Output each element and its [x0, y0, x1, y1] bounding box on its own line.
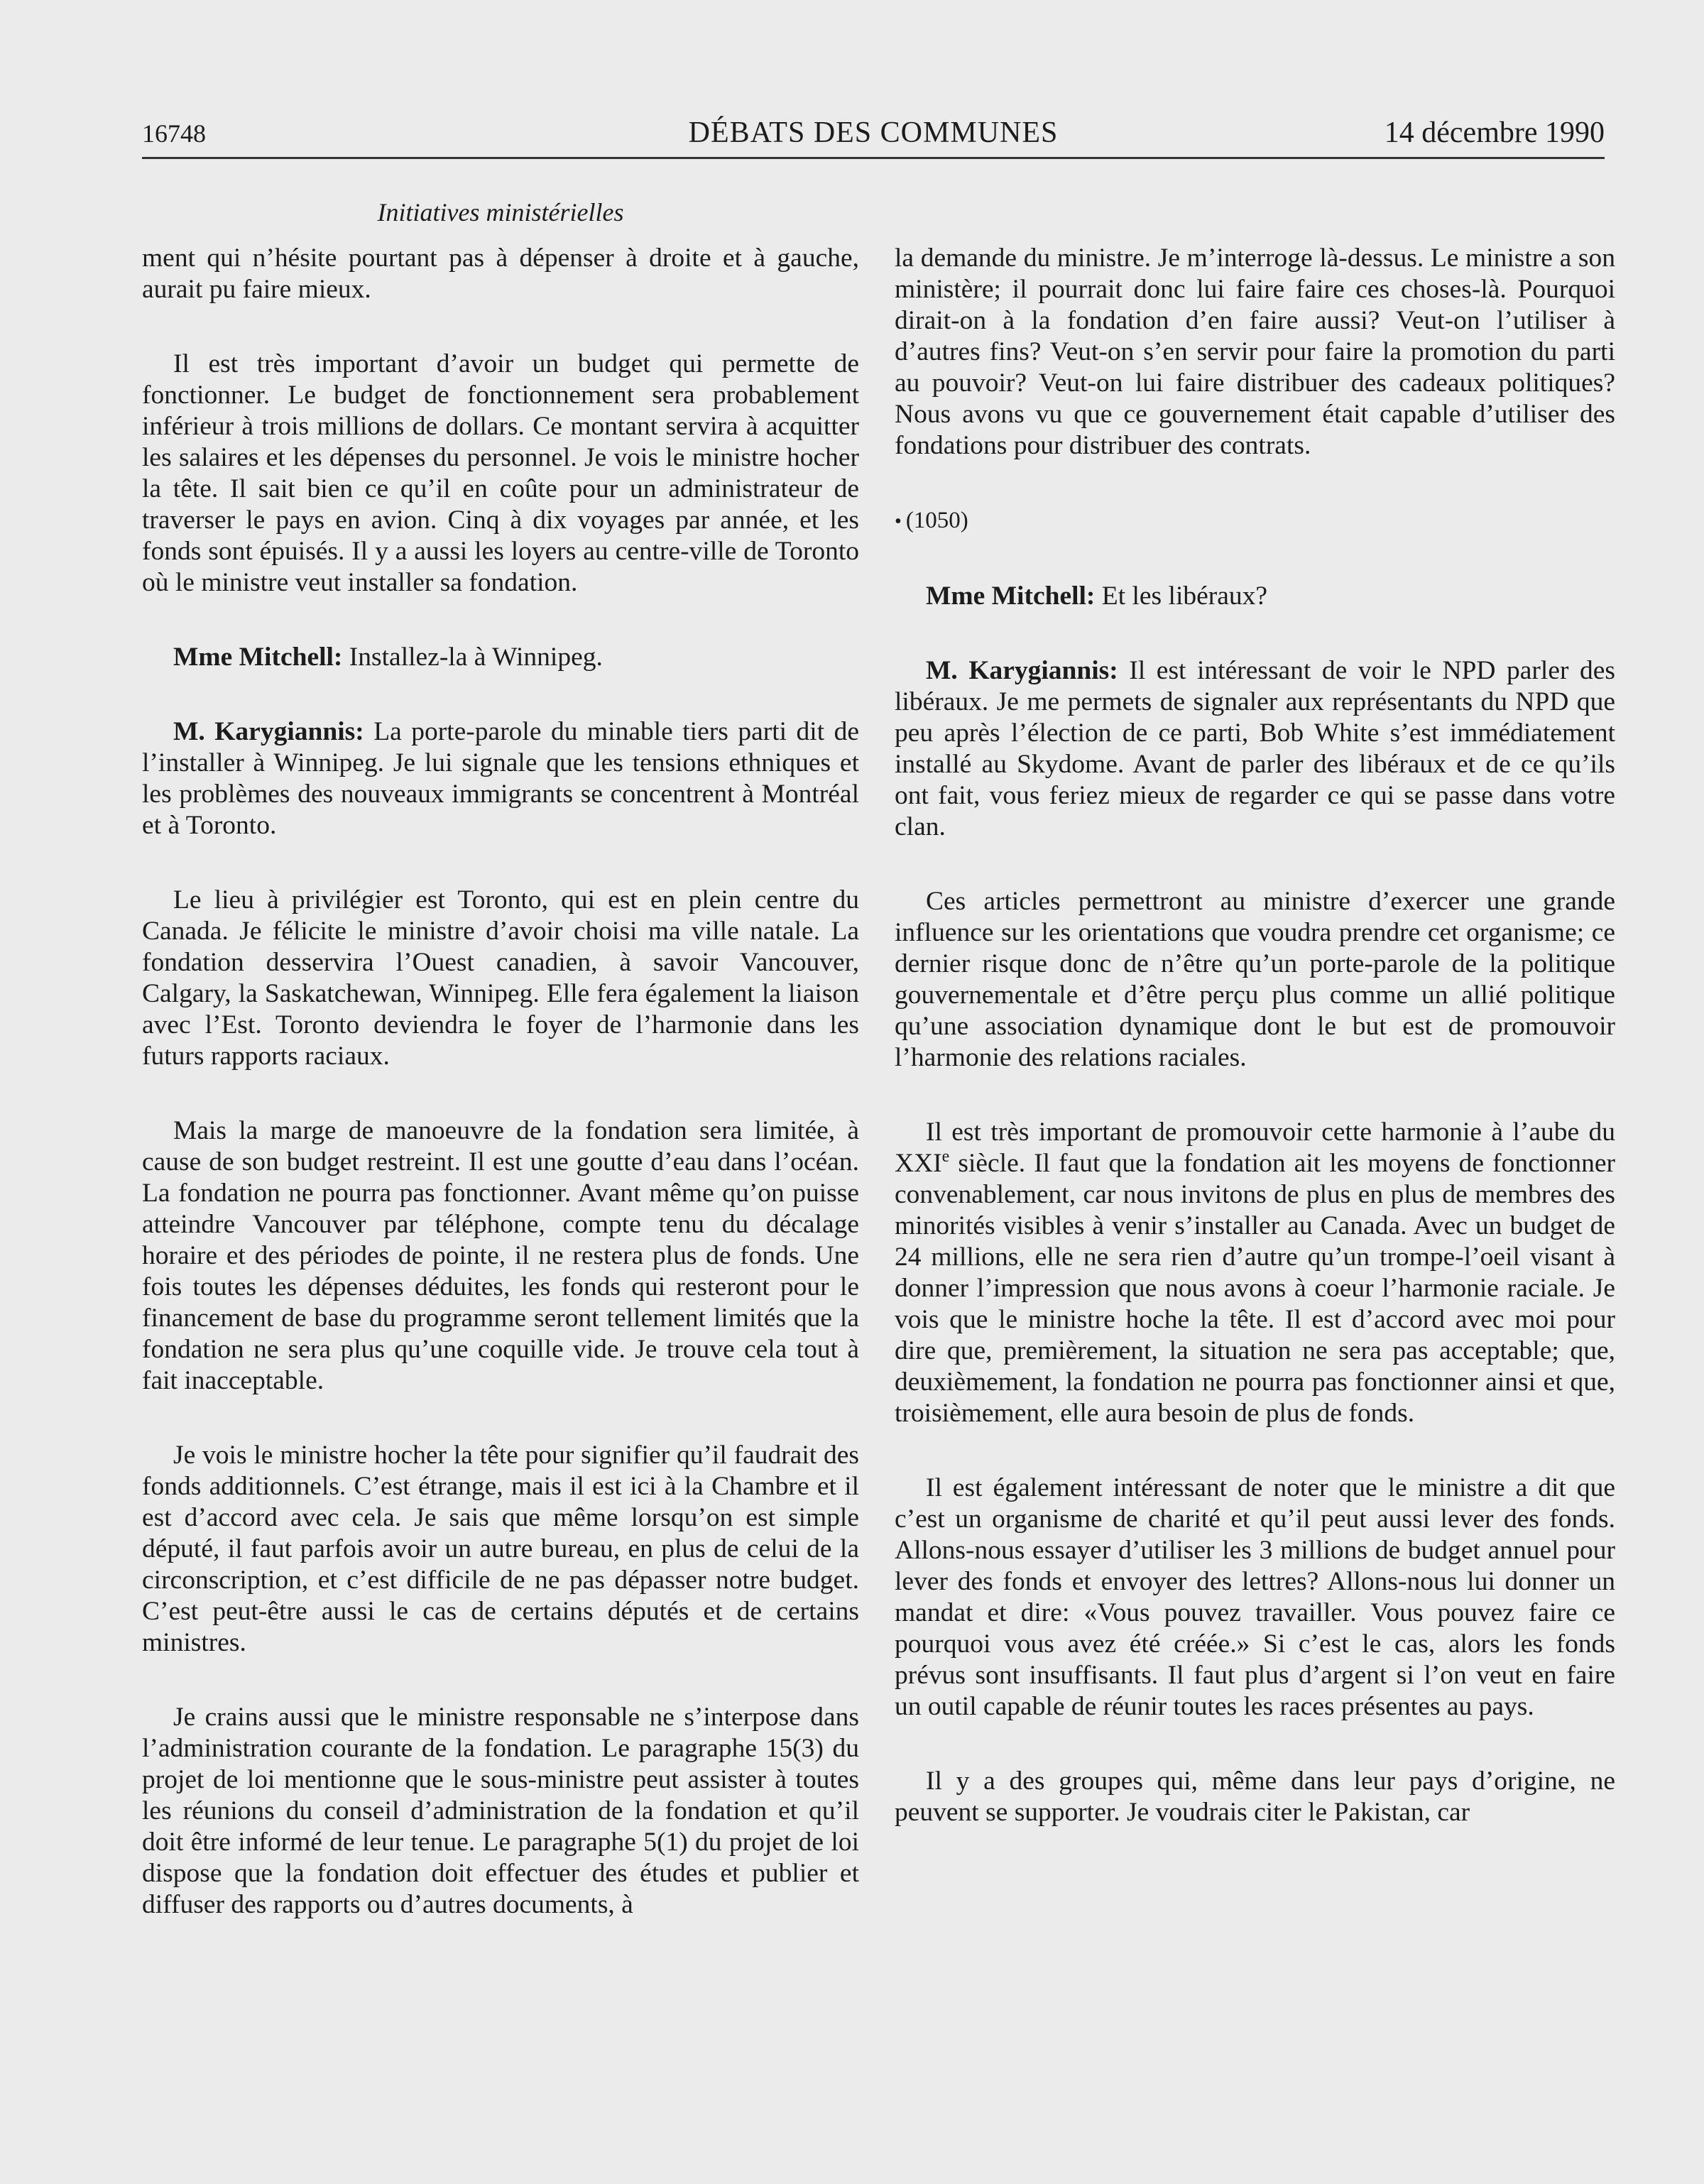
paragraph: la demande du ministre. Je m’interroge là-dessus. Le ministre a son ministère; il pourrait donc lui faire faire ces choses-là. Pourquoi dirait-on à la fondation d’en faire aussi? Veut-on l’utiliser à d’autres fins? Veut-on s’en servir pour faire la promotion du parti au pouvoir? Veut-on lui faire distribuer des cadeaux politiques? Nous avons vu que ce gouvernement était capable d’utiliser des fondations pour distribuer des contrats. [895, 244, 1615, 460]
paragraph: Je vois le ministre hocher la tête pour signifier qu’il faudrait des fonds additionnels. C’est étrange, mais il est ici à la Chambre et il est d’accord avec cela. Je sais que même lorsqu’on est simple député, il faut parfois avoir un autre bureau, en plus de celui de la circonscription, et c’est difficile de ne pas dépasser notre budget. C’est peut-être aussi le cas de certains députés et de certains ministres. [142, 1441, 859, 1657]
paragraph: Il est très important d’avoir un budget qui permette de fonctionner. Le budget de fonctionnement sera probablement inférieur à trois millions de dollars. Ce montant servira à acquitter les salaires et les dépenses du personnel. Je vois le ministre hocher la tête. Il sait bien ce qu’il en coûte pour un administrateur de traverser le pays en avion. Cinq à dix voyages par année, et les fonds sont épuisés. Il y a aussi les loyers au centre-ville de Toronto où le ministre veut installer sa fondation. [142, 349, 859, 597]
speech-paragraph [895, 655, 1615, 843]
paragraph: Je crains aussi que le ministre responsable ne s’interpose dans l’administration courante de la fondation. Le paragraphe 15(3) du projet de loi mentionne que le sous-ministre peut assister à toutes les réunions du conseil d’administration de la fondation et qu’il doit être informé de leur tenue. Le paragraphe 5(1) du projet de loi dispose que la fondation doit effectuer des études et publier et diffuser des rapports ou d’autres documents, à [142, 1703, 859, 1919]
page-number: 16748 [142, 119, 206, 148]
time-label: (1050) [905, 508, 968, 533]
right-column [895, 243, 1615, 1872]
text-fragment: siècle. Il faut que la fondation ait les moyens de fonctionner convenablement, car nous invitons de plus en plus de membres des minorités visibles à venir s’installer au Canada. Avec un budget de 24 millions, elle ne sera rien d’autre qu’un trompe-l’oeil visant à donner l’impression que nous avons à coeur l’harmonie raciale. Je vois que le ministre hoche la tête. Il est d’accord avec moi pour dire que, premièrement, la situation ne sera pas acceptable; que, deuxièmement, la fondation ne pourra pas fonctionner ainsi et que, troisièmement, elle aura besoin de plus de fonds. [895, 1149, 1615, 1428]
speaker-name: Mme Mitchell: [173, 643, 343, 672]
page-header [142, 116, 1605, 159]
speech-text: Et les libéraux? [1095, 582, 1268, 611]
paragraph: Ces articles permettront au ministre d’exercer une grande influence sur les orientations que voudra prendre cet organisme; ce dernier risque donc de n’être qu’un porte-parole de la politique gouvernementale et d’être perçu plus comme un allié politique qu’une association dynamique dont le but est de promouvoir l’harmonie des relations raciales. [895, 887, 1615, 1072]
paragraph: Il est également intéressant de noter que le ministre a dit que c’est un organisme de charité et qu’il peut aussi lever des fonds. Allons-nous essayer d’utiliser les 3 millions de budget annuel pour lever des fonds et envoyer des lettres? Allons-nous lui donner un mandat et dire: «Vous pouvez travailler. Vous pouvez faire ce pourquoi vous avez été créée.» Si c’est le cas, alors les fonds prévus sont insuffisants. Il faut plus d’argent si l’on veut en faire un outil capable de réunir toutes les races présentes au pays. [895, 1473, 1615, 1721]
publication-title: DÉBATS DES COMMUNES [688, 116, 1059, 149]
section-title: Initiatives ministérielles [377, 198, 624, 226]
time-marker [895, 505, 1615, 537]
superscript: e [941, 1147, 950, 1166]
speech-paragraph [142, 642, 859, 673]
bullet-icon: • [895, 510, 902, 533]
speech-text: Installez-la à Winnipeg. [342, 643, 603, 672]
paragraph [895, 1117, 1615, 1429]
text-fragment: Il est très important de promouvoir cette harmonie à l’aube du XXI [895, 1118, 1615, 1178]
speech-text: Il est intéressant de voir le NPD parler des libéraux. Je me permets de signaler aux représentants du NPD que peu après l’élection de ce parti, Bob White s’est immédiatement installé au Skydome. Avant de parler des libéraux et de ce qu’ils ont fait, vous feriez mieux de regarder ce qui se passe dans votre clan. [895, 656, 1616, 841]
speech-text: La porte-parole du minable tiers parti dit de l’installer à Winnipeg. Je lui signale que les tensions ethniques et les problèmes des nouveaux immigrants se concentrent à Montréal et à Toronto. [142, 717, 860, 840]
publication-date: 14 décembre 1990 [1384, 116, 1605, 149]
paragraph: ment qui n’hésite pourtant pas à dépenser à droite et à gauche, aurait pu faire mieux. [142, 244, 859, 304]
speaker-name: M. Karygiannis: [173, 717, 364, 746]
speech-paragraph [142, 716, 859, 841]
paragraph: Mais la marge de manoeuvre de la fondation sera limitée, à cause de son budget restreint. Il est une goutte d’eau dans l’océan. La fondation ne pourra pas fonctionner. Avant même qu’on puisse atteindre Vancouver par téléphone, compte tenu du décalage horaire et des périodes de pointe, il ne restera plus de fonds. Une fois toutes les dépenses déduites, les fonds qui resteront pour le financement de base du programme seront tellement limités que la fondation ne sera plus qu’une coquille vide. Je trouve cela tout à fait inacceptable. [142, 1116, 859, 1395]
left-column [142, 243, 859, 1964]
speaker-name: Mme Mitchell: [926, 582, 1096, 611]
speech-paragraph [895, 581, 1615, 612]
paragraph: Il y a des groupes qui, même dans leur pays d’origine, ne peuvent se supporter. Je voudrais citer le Pakistan, car [895, 1767, 1615, 1827]
speaker-name: M. Karygiannis: [926, 656, 1118, 685]
paragraph: Le lieu à privilégier est Toronto, qui est en plein centre du Canada. Je félicite le ministre d’avoir choisi ma ville natale. La fondation desservira l’Ouest canadien, à savoir Vancouver, Calgary, la Saskatchewan, Winnipeg. Elle fera également la liaison avec l’Est. Toronto deviendra le foyer de l’harmonie dans les futurs rapports raciaux. [142, 885, 859, 1071]
